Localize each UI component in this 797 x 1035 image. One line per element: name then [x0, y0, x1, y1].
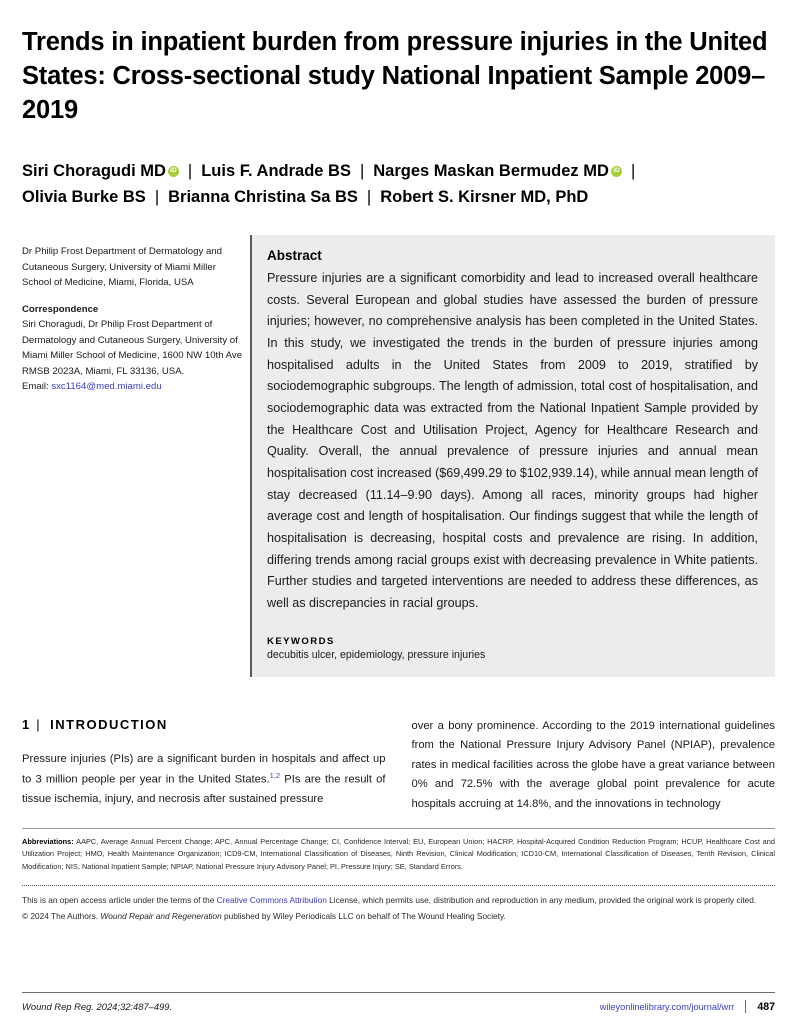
abstract-column	[250, 235, 775, 677]
author-separator: |	[630, 161, 636, 180]
journal-url-link[interactable]: wileyonlinelibrary.com/journal/wrr	[599, 1001, 735, 1012]
author-entry	[22, 162, 179, 180]
section-heading-introduction	[22, 717, 386, 732]
license-text-post: License, which permits use, distribution and reproduction in any medium, provided the original work is properly cited.	[326, 894, 757, 905]
spacer	[22, 291, 244, 302]
author-entry	[168, 188, 358, 206]
abstract-box	[250, 235, 775, 677]
author-entry	[373, 162, 622, 180]
footer-divider	[745, 1000, 746, 1013]
orcid-icon[interactable]	[168, 166, 179, 177]
author-entry	[201, 162, 351, 180]
copyright-note	[22, 910, 775, 924]
keywords-block	[267, 636, 758, 661]
creative-commons-link[interactable]: Creative Commons Attribution	[216, 894, 327, 905]
author-name: Luis F. Andrade BS	[201, 161, 351, 180]
email-link[interactable]: sxc1164@med.miami.edu	[51, 381, 162, 393]
abbreviations-note	[22, 836, 775, 873]
author-separator: |	[154, 188, 160, 207]
email-label: Email:	[22, 381, 49, 393]
author-list	[22, 158, 775, 211]
citation-ref[interactable]: 1,2	[269, 771, 281, 781]
footer-citation: Wound Rep Reg. 2024;32:487–499.	[22, 1000, 173, 1012]
correspondence-email-line	[22, 379, 244, 395]
head-block	[22, 235, 775, 677]
copyright-text-pre: © 2024 The Authors.	[22, 910, 101, 921]
author-separator: |	[187, 161, 193, 180]
keywords-label: KEYWORDS	[267, 635, 335, 647]
intro-text-post: PIs are the result of tissue ischemia, injury, and necrosis after sustained pressure	[22, 773, 386, 806]
correspondence-text: Siri Choragudi, Dr Philip Frost Department of Dermatology and Cutaneous Surgery, University of Miami Miller School of Medicine, 1600 NW 10th Ave RMSB 2023A, Miami, FL 33136, USA.	[22, 319, 243, 377]
footer-right-group	[600, 1000, 775, 1013]
license-text-pre: This is an open access article under the terms of the	[22, 894, 217, 905]
footnote-rule	[22, 828, 775, 829]
body-column-left	[22, 717, 386, 814]
intro-paragraph-right: over a bony prominence. According to the 2019 international guidelines from the National Pressure Injury Advisory Panel (NPIAP), prevalence rates in medical facilities across the globe have a great variance between 0% and 72.5% with the average global point prevalence for acute hospitals accruing at 14.8%, and the innovations in technology	[411, 719, 775, 810]
page-title: Trends in inpatient burden from pressure injuries in the United States: Cross-sectional study National Inpatient Sample 2009–2019	[22, 28, 768, 124]
author-name: Narges Maskan Bermudez MD	[373, 161, 609, 180]
copyright-text-post: published by Wiley Periodicals LLC on behalf of The Wound Healing Society.	[221, 910, 506, 921]
section-number: 1	[22, 716, 30, 732]
affiliation-text: Dr Philip Frost Department of Dermatology and Cutaneous Surgery, University of Miami Miller School of Medicine, Miami, Florida, USA	[22, 246, 222, 289]
author-name: Olivia Burke BS	[22, 188, 146, 207]
body-column-right	[412, 717, 776, 814]
author-entry	[22, 188, 146, 206]
author-name: Brianna Christina Sa BS	[168, 188, 358, 207]
page-number: 487	[757, 1000, 775, 1013]
dotted-divider	[22, 885, 775, 886]
footer-row	[22, 1000, 775, 1013]
intro-paragraph-left	[22, 750, 386, 810]
vertical-divider	[250, 235, 252, 677]
abbreviations-label: Abbreviations:	[22, 837, 74, 847]
section-title: INTRODUCTION	[50, 716, 168, 732]
keywords-text: decubitis ulcer, epidemiology, pressure injuries	[267, 648, 486, 661]
author-name: Robert S. Kirsner MD, PhD	[380, 188, 589, 207]
page-footer	[22, 992, 775, 1013]
correspondence-heading: Correspondence	[22, 303, 99, 315]
affiliation-column	[22, 235, 244, 395]
author-separator: |	[366, 188, 372, 207]
author-separator: |	[359, 161, 365, 180]
abstract-body: Pressure injuries are a significant comorbidity and lead to increased overall healthcare costs. Several European and global studies have assessed the burden of pressure injuries; however, no comprehensive analysis has been completed in the United States. In this study, we investigated the trends in the burden of pressure injuries among hospitalised adults in the United States from 2009 to 2019, stratified by sociodemographic subgroups. The length of admission, total cost of hospitalisation, and sociodemographic data was extracted from the National Inpatient Sample provided by the Healthcare Cost and Utilisation Project, Agency for Healthcare Research and Quality. Overall, the annual prevalence of pressure injuries and annual mean hospitalisation cost increased ($69,499.29 to $102,939.14), while annual mean length of stay decreased (11.14–9.90 days). Among all races, minority groups had higher average cost and length of hospitalisation. Our findings suggest that while the length of hospitalisation is decreasing, hospital costs and prevalence are rising. In addition, differing trends among racial groups exist with decreasing prevalence in White patients. Further studies and targeted interventions are needed to address these differences, as well as discrepancies in racial groups.	[267, 271, 758, 610]
license-note	[22, 894, 775, 908]
section-bar: |	[36, 716, 42, 732]
orcid-icon[interactable]	[611, 166, 622, 177]
journal-name: Wound Repair and Regeneration	[100, 910, 222, 921]
abbreviations-text: AAPC, Average Annual Percent Change; APC, Annual Percentage Change; CI, Confidence Interval; EU, European Union; HACRP, Hospital-Acquired Condition Reduction Program; HCUP, Healthcare Cost and Utilization Project; HMO, Health Maintenance Organization; ICD9-CM, International Classification of Diseases, Ninth Revision, Clinical Modification; ICD10-CM, International Classification of Diseases, Tenth Revision, Clinical Modification; NIS, National Inpatient Sample; NPIAP, National Pressure Injury Advisory Panel; PI, Pressure Injury; SE, Standard Errors.	[22, 837, 775, 871]
abstract-heading: Abstract	[267, 248, 322, 264]
body-columns	[22, 717, 775, 814]
intro-text-pre: Pressure injuries (PIs) are a significant burden in hospitals and affect up to 3 million people per year in the United States.	[22, 752, 386, 786]
author-name: Siri Choragudi MD	[22, 161, 166, 180]
footer-rule	[22, 992, 775, 993]
author-entry	[380, 188, 588, 206]
